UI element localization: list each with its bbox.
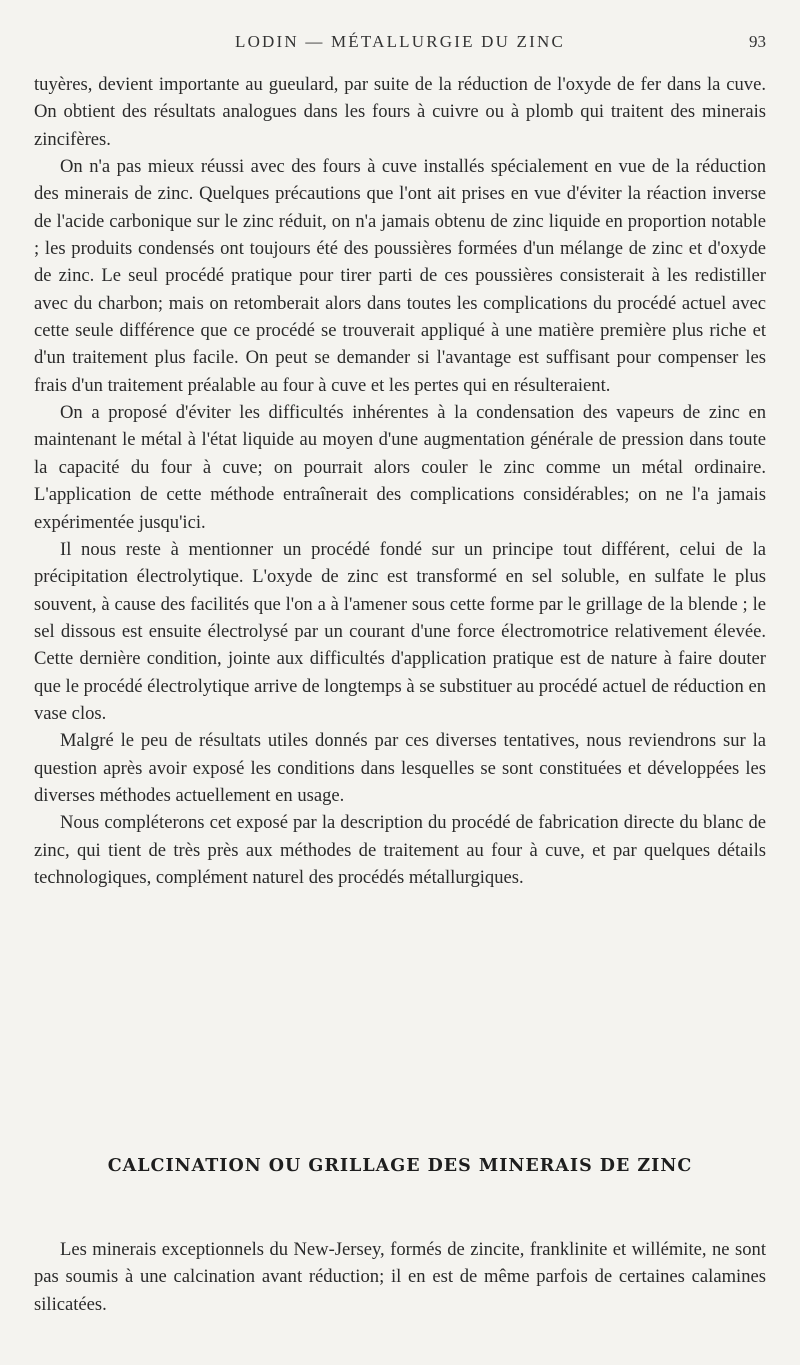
paragraph: Les minerais exceptionnels du New-Jersey, formés de zincite, franklinite et willémite, ne sont pas soumis à une calcination avant réduction; il en est de même parfois de certaines calamines silicatées. <box>34 1239 766 1315</box>
paragraph: On n'a pas mieux réussi avec des fours à cuve installés spécialement en vue de la réduction des minerais de zinc. Quelques précautions que l'ont ait prises en vue d'éviter la réaction inverse de l'acide carbonique sur le zinc réduit, on n'a jamais obtenu de zinc liquide en proportion notable ; les produits condensés ont toujours été des poussières formées d'un mélange de zinc et d'oxyde de zinc. Le seul procédé pratique pour tirer parti de ces poussières consisterait à les redistiller avec du charbon; mais on retomberait alors dans toutes les complications du procédé actuel avec cette seule différence que ce procédé se trouverait appliqué à une matière première plus riche et d'un traitement plus facile. On peut se demander si l'avantage est suffisant pour compenser les frais d'un traitement préalable au four à cuve et les pertes qui en résulteraient. <box>34 156 766 396</box>
body-text <box>34 71 766 891</box>
paragraph: Il nous reste à mentionner un procédé fondé sur un principe tout différent, celui de la précipitation électrolytique. L'oxyde de zinc est transformé en sel soluble, en sulfate le plus souvent, à cause des facilités que l'on a à l'amener sous cette forme par le grillage de la blende ; le sel dissous est ensuite électrolysé par un courant d'une force électromotrice relativement élevée. Cette dernière condition, jointe aux difficultés d'application pratique est de nature à faire douter que le procédé électrolytique arrive de longtemps à se substituer au procédé actuel de réduction en vase clos. <box>34 538 766 724</box>
section-text <box>34 1236 766 1318</box>
running-head <box>32 32 768 56</box>
section-heading: CALCINATION OU GRILLAGE DES MINERAIS DE ZINC <box>107 1156 693 1176</box>
running-title: LODIN — MÉTALLURGIE DU ZINC <box>235 32 565 51</box>
paragraph: Nous compléterons cet exposé par la description du procédé de fabrication directe du blanc de zinc, qui tient de très près aux méthodes de traitement au four à cuve, et par quelques détails technologiques, complément naturel des procédés métallurgiques. <box>34 812 766 888</box>
paragraph: Malgré le peu de résultats utiles donnés par ces diverses tentatives, nous reviendrons sur la question après avoir exposé les conditions dans lesquelles se sont constituées et développées les diverses méthodes actuellement en usage. <box>34 730 766 806</box>
paragraph-continuation: tuyères, devient importante au gueulard, par suite de la réduction de l'oxyde de fer dans la cuve. On obtient des résultats analogues dans les fours à cuivre ou à plomb qui traitent des minerais zincifères. <box>34 74 766 150</box>
paragraph: On a proposé d'éviter les difficultés inhérentes à la condensation des vapeurs de zinc en maintenant le métal à l'état liquide au moyen d'une augmentation générale de pression dans toute la capacité du four à cuve; on pourrait alors couler le zinc comme un métal ordinaire. L'application de cette méthode entraînerait des complications considérables; on ne l'a jamais expérimentée jusqu'ici. <box>34 402 766 533</box>
page-number: 93 <box>749 32 766 51</box>
